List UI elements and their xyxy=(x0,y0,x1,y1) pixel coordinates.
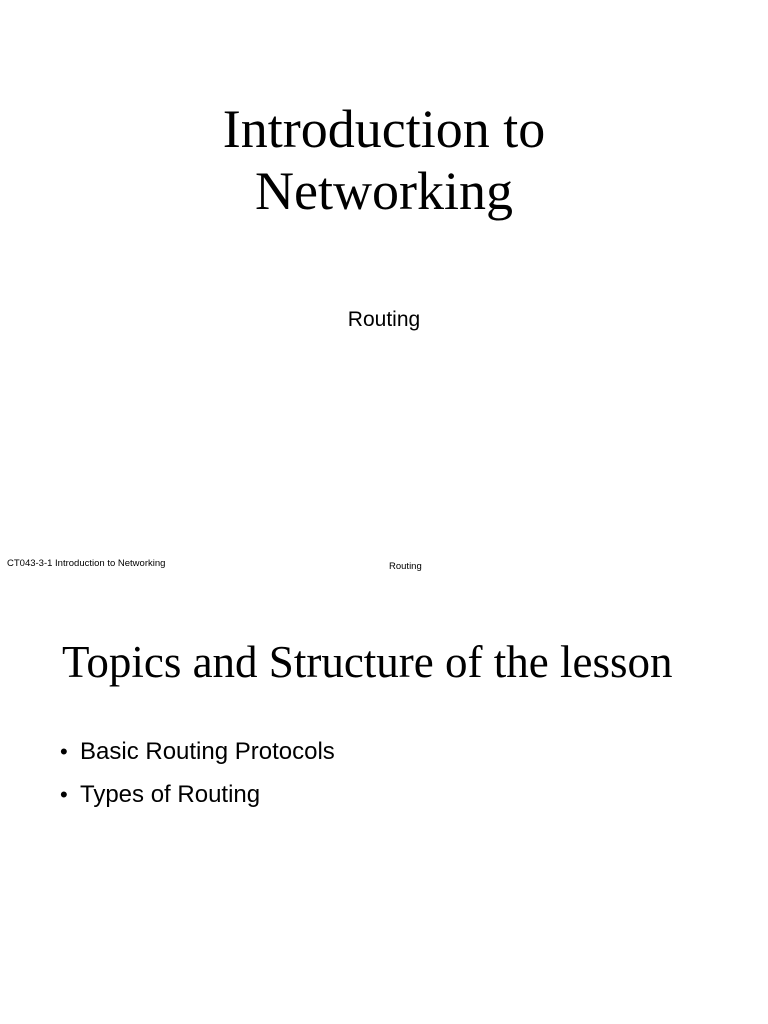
footer-topic-label: Routing xyxy=(389,561,422,572)
slide-title-line-1: Introduction to xyxy=(222,99,546,159)
bullet-icon: • xyxy=(60,739,68,764)
slide-title-line-2: Networking xyxy=(255,161,513,221)
slide-title xyxy=(0,98,768,222)
slide-subtitle: Routing xyxy=(347,308,421,331)
list-item xyxy=(60,730,335,773)
bullet-text: Basic Routing Protocols xyxy=(80,738,335,765)
lesson-topics-title: Topics and Structure of the lesson xyxy=(62,637,673,687)
list-item xyxy=(60,773,335,816)
topics-bullet-list xyxy=(60,730,335,816)
bullet-icon: • xyxy=(60,782,68,807)
footer-course-label: CT043-3-1 Introduction to Networking xyxy=(7,558,166,569)
bullet-text: Types of Routing xyxy=(80,781,261,808)
